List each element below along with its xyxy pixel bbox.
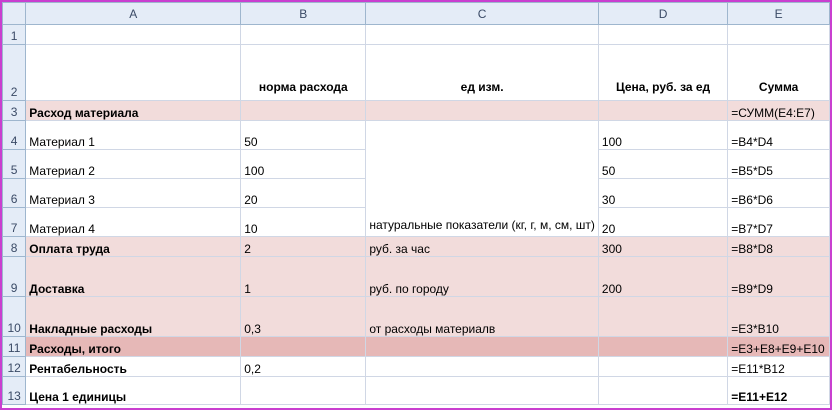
cell-a10[interactable]: Накладные расходы <box>26 297 241 337</box>
row-header-11[interactable]: 11 <box>3 337 26 357</box>
cell-d3[interactable] <box>598 101 727 121</box>
column-header-e[interactable]: E <box>728 3 830 25</box>
row-header-6[interactable]: 6 <box>3 179 26 208</box>
cell-e7[interactable]: =B7*D7 <box>728 208 830 237</box>
cell-b5[interactable]: 100 <box>241 150 366 179</box>
cell-e6[interactable]: =B6*D6 <box>728 179 830 208</box>
cell-a12[interactable]: Рентабельность <box>26 357 241 377</box>
cell-e12[interactable]: =E11*B12 <box>728 357 830 377</box>
cell-c11[interactable] <box>366 337 599 357</box>
cell-e1[interactable] <box>728 25 830 45</box>
cell-e5[interactable]: =B5*D5 <box>728 150 830 179</box>
cell-b10[interactable]: 0,3 <box>241 297 366 337</box>
column-header-c[interactable]: C <box>366 3 599 25</box>
cell-a3[interactable]: Расход материала <box>26 101 241 121</box>
row-header-4[interactable]: 4 <box>3 121 26 150</box>
cell-a11[interactable]: Расходы, итого <box>26 337 241 357</box>
cell-a7[interactable]: Материал 4 <box>26 208 241 237</box>
row-header-5[interactable]: 5 <box>3 150 26 179</box>
row-header-12[interactable]: 12 <box>3 357 26 377</box>
cell-b1[interactable] <box>241 25 366 45</box>
cell-c8[interactable]: руб. за час <box>366 237 599 257</box>
cell-d11[interactable] <box>598 337 727 357</box>
cell-d7[interactable]: 20 <box>598 208 727 237</box>
cell-a8[interactable]: Оплата труда <box>26 237 241 257</box>
select-all-corner[interactable] <box>3 3 26 25</box>
cell-c4-units-merged[interactable]: натуральные показатели (кг, г, м, см, шт) <box>366 121 599 237</box>
cell-b9[interactable]: 1 <box>241 257 366 297</box>
cell-e4[interactable]: =B4*D4 <box>728 121 830 150</box>
row-header-8[interactable]: 8 <box>3 237 26 257</box>
cell-c9[interactable]: руб. по городу <box>366 257 599 297</box>
cell-e11[interactable]: =E3+E8+E9+E10 <box>728 337 830 357</box>
row-header-10[interactable]: 10 <box>3 297 26 337</box>
cell-e9[interactable]: =B9*D9 <box>728 257 830 297</box>
cell-d6[interactable]: 30 <box>598 179 727 208</box>
cell-b6[interactable]: 20 <box>241 179 366 208</box>
cell-e10[interactable]: =E3*B10 <box>728 297 830 337</box>
cell-d8[interactable]: 300 <box>598 237 727 257</box>
cell-a9[interactable]: Доставка <box>26 257 241 297</box>
row-header-13[interactable]: 13 <box>3 377 26 405</box>
cell-e2-sum-header[interactable]: Сумма <box>728 45 830 101</box>
cell-b2-norm-header[interactable]: норма расхода <box>241 45 366 101</box>
cell-a6[interactable]: Материал 3 <box>26 179 241 208</box>
cell-b3[interactable] <box>241 101 366 121</box>
row-header-7[interactable]: 7 <box>3 208 26 237</box>
cell-b12[interactable]: 0,2 <box>241 357 366 377</box>
cell-c1[interactable] <box>366 25 599 45</box>
column-header-a[interactable]: A <box>26 3 241 25</box>
spreadsheet-grid <box>2 2 830 405</box>
cell-e8[interactable]: =B8*D8 <box>728 237 830 257</box>
cell-c3[interactable] <box>366 101 599 121</box>
row-header-2[interactable]: 2 <box>3 45 26 101</box>
cell-a13-unit-price[interactable]: Цена 1 единицы <box>26 377 241 405</box>
cell-d4[interactable]: 100 <box>598 121 727 150</box>
cell-b4[interactable]: 50 <box>241 121 366 150</box>
column-header-b[interactable]: B <box>241 3 366 25</box>
cell-e3[interactable]: =СУММ(E4:E7) <box>728 101 830 121</box>
cell-b7[interactable]: 10 <box>241 208 366 237</box>
cell-e13-total-formula[interactable]: =E11+E12 <box>728 377 830 405</box>
cell-a1[interactable] <box>26 25 241 45</box>
cell-d13[interactable] <box>598 377 727 405</box>
cell-c2-unit-header[interactable]: ед изм. <box>366 45 599 101</box>
cell-c12[interactable] <box>366 357 599 377</box>
cell-d5[interactable]: 50 <box>598 150 727 179</box>
cell-a5[interactable]: Материал 2 <box>26 150 241 179</box>
cell-d1[interactable] <box>598 25 727 45</box>
cell-a2[interactable] <box>26 45 241 101</box>
column-header-d[interactable]: D <box>598 3 727 25</box>
cell-d10[interactable] <box>598 297 727 337</box>
cell-c10[interactable]: от расходы материалв <box>366 297 599 337</box>
cell-c13[interactable] <box>366 377 599 405</box>
cell-d12[interactable] <box>598 357 727 377</box>
row-header-3[interactable]: 3 <box>3 101 26 121</box>
cell-b13[interactable] <box>241 377 366 405</box>
cell-b11[interactable] <box>241 337 366 357</box>
row-header-9[interactable]: 9 <box>3 257 26 297</box>
cell-d2-price-header[interactable]: Цена, руб. за ед <box>598 45 727 101</box>
row-header-1[interactable]: 1 <box>3 25 26 45</box>
cell-b8[interactable]: 2 <box>241 237 366 257</box>
cell-d9[interactable]: 200 <box>598 257 727 297</box>
cell-a4[interactable]: Материал 1 <box>26 121 241 150</box>
